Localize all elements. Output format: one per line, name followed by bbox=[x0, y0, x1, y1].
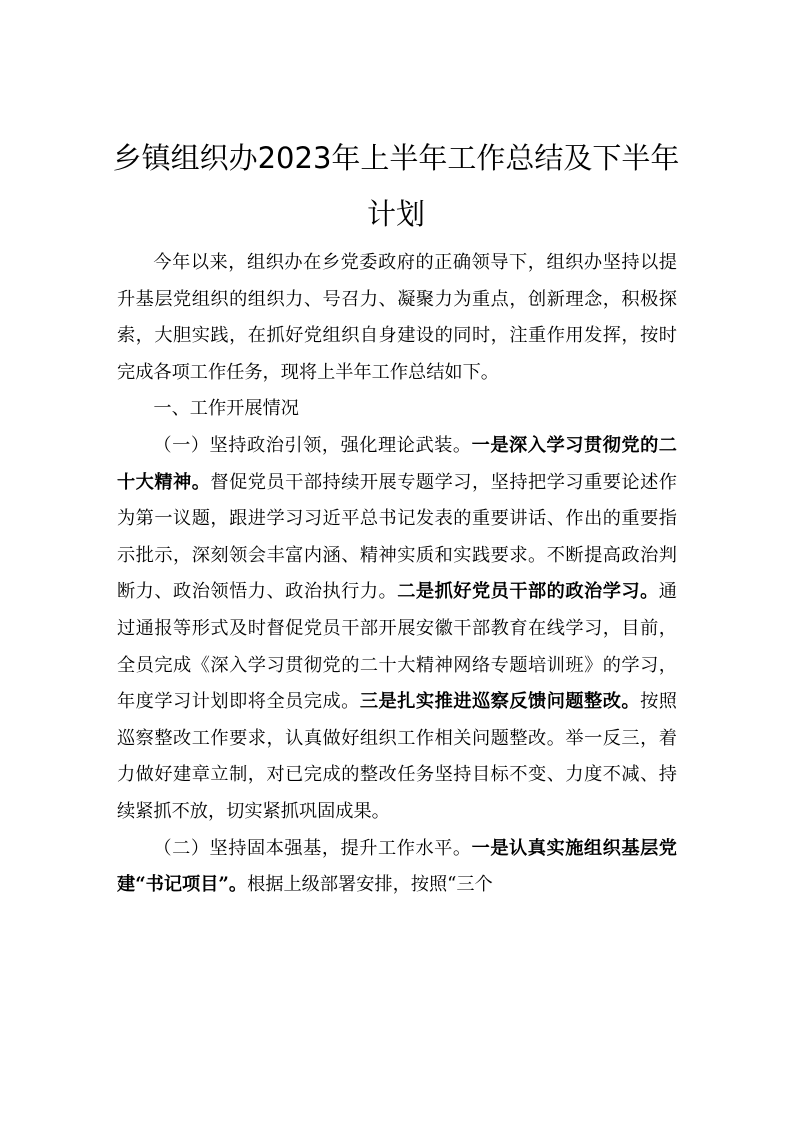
text-run: 按照巡察整改工作要求，认真做好组织工作相关问题整改。举一反三，着力做好建章立制，对已完成的整改任务坚持目标不变、力度不减、持续紧抓不放，切实紧抓巩固成果。 bbox=[117, 691, 677, 822]
document-title: 乡镇组织办2023年上半年工作总结及下半年计划 bbox=[112, 141, 680, 231]
section-heading bbox=[117, 391, 677, 428]
bold-point: 三是扎实推进巡察反馈问题整改。 bbox=[359, 691, 641, 713]
paragraph-political-guidance bbox=[117, 428, 677, 831]
subheading-text: （一）坚持政治引领，强化理论武装。 bbox=[153, 434, 472, 456]
bold-point: 一是认真实施组织基层党建“书记项目”。 bbox=[117, 837, 677, 896]
bold-point: 二是抓好党员干部的政治学习。 bbox=[397, 581, 659, 603]
heading-text: 一、工作开展情况 bbox=[153, 398, 299, 420]
text-run: 今年以来，组织办在乡党委政府的正确领导下，组织办坚持以提升基层党组织的组织力、号召力、凝聚力为重点，创新理念，积极探索，大胆实践，在抓好党组织自身建设的同时，注重作用发挥，按时完成各项工作任务，现将上半年工作总结如下。 bbox=[117, 252, 677, 383]
subheading-text: （二）坚持固本强基，提升工作水平。 bbox=[153, 837, 472, 859]
text-run: 根据上级部署安排，按照“三个 bbox=[247, 874, 493, 896]
paragraph-strengthen-foundation bbox=[117, 831, 677, 904]
text-run: 通过通报等形式及时督促党员干部开展安徽干部教育在线学习，目前，全员完成《深入学习贯彻党的二十大精神网络专题培训班》的学习，年度学习计划即将全员完成。 bbox=[117, 581, 677, 713]
intro-paragraph bbox=[117, 245, 677, 391]
document-body bbox=[117, 245, 677, 904]
bold-point: 一是深入学习贯彻党的二十大精神。 bbox=[117, 434, 677, 493]
text-run: 督促党员干部持续开展专题学习，坚持把学习重要论述作为第一议题，跟进学习习近平总书记发表的重要讲话、作出的重要指示批示，深刻领会丰富内涵、精神实质和实践要求。不断提高政治判断力、政治领悟力、政治执行力。 bbox=[117, 471, 677, 603]
